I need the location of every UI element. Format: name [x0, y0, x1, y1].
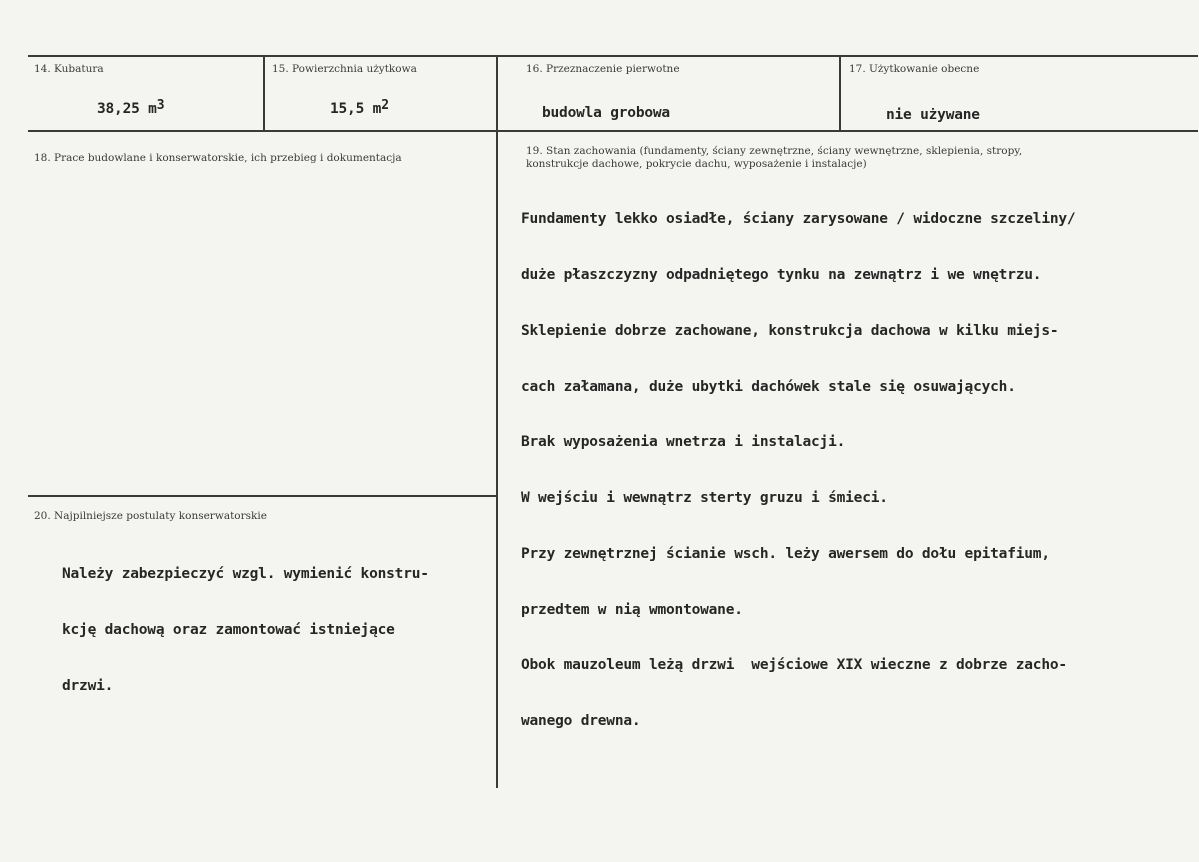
field-20-text [62, 528, 429, 733]
field-15-exponent: 2 [381, 98, 389, 113]
field-19-line: cach załamana, duże ubytki dachówek stale się osuwających. [521, 378, 1016, 395]
field-19-line: Sklepienie dobrze zachowane, konstrukcja dachowa w kilku miejs- [521, 322, 1059, 339]
field-15-number: 15,5 m [330, 101, 382, 117]
field-20-line: drzwi. [62, 677, 114, 694]
field-19-text [521, 173, 1075, 768]
field-19-line: duże płaszczyzny odpadniętego tynku na zewnątrz i we wnętrzu. [521, 266, 1042, 283]
field-19-line: Brak wyposażenia wnetrza i instalacji. [521, 434, 846, 451]
field-19-line: wanego drewna. [521, 713, 641, 730]
field-19-label-line2: konstrukcje dachowe, pokrycie dachu, wyposażenie i instalacje) [526, 158, 867, 170]
field-20-label: 20. Najpilniejsze postulaty konserwatorskie [34, 510, 267, 522]
field-14-label: 14. Kubatura [34, 63, 104, 75]
top-rule [28, 55, 1198, 57]
field-19-line: W wejściu i wewnątrz sterty gruzu i śmieci. [521, 490, 888, 507]
field-20-line: kcję dachową oraz zamontować istniejące [62, 621, 395, 638]
field-19-line: Fundamenty lekko osiadłe, ściany zarysowane / widoczne szczeliny/ [521, 211, 1076, 228]
field-16-value: budowla grobowa [542, 105, 670, 121]
col-divider-main [496, 55, 498, 788]
field-17-value: nie używane [886, 107, 980, 123]
row-divider [28, 130, 1198, 132]
field-15-value [330, 100, 389, 120]
field-19-line: przedtem w nią wmontowane. [521, 601, 743, 618]
field-16-label: 16. Przeznaczenie pierwotne [526, 63, 680, 75]
field-18-label: 18. Prace budowlane i konserwatorskie, ich przebieg i dokumentacja [34, 152, 402, 164]
col-divider-14-15 [263, 55, 265, 130]
col-divider-16-17 [839, 55, 841, 130]
field-17-label: 17. Użytkowanie obecne [849, 63, 980, 75]
field-14-exponent: 3 [156, 98, 165, 113]
field-20-line: Należy zabezpieczyć wzgl. wymienić konstru- [62, 566, 429, 583]
field-14-number: 38,25 m [97, 101, 157, 117]
field-14-value [97, 100, 164, 120]
field-19-line: Przy zewnętrznej ścianie wsch. leży awersem do dołu epitafium, [521, 545, 1050, 562]
field-19-line: Obok mauzoleum leżą drzwi wejściowe XIX wieczne z dobrze zacho- [521, 657, 1067, 674]
field-19-label-line1: 19. Stan zachowania (fundamenty, ściany zewnętrzne, ściany wewnętrzne, sklepienia, stropy, [526, 145, 1023, 157]
field-15-label: 15. Powierzchnia użytkowa [272, 63, 417, 75]
section-20-divider [28, 495, 498, 497]
